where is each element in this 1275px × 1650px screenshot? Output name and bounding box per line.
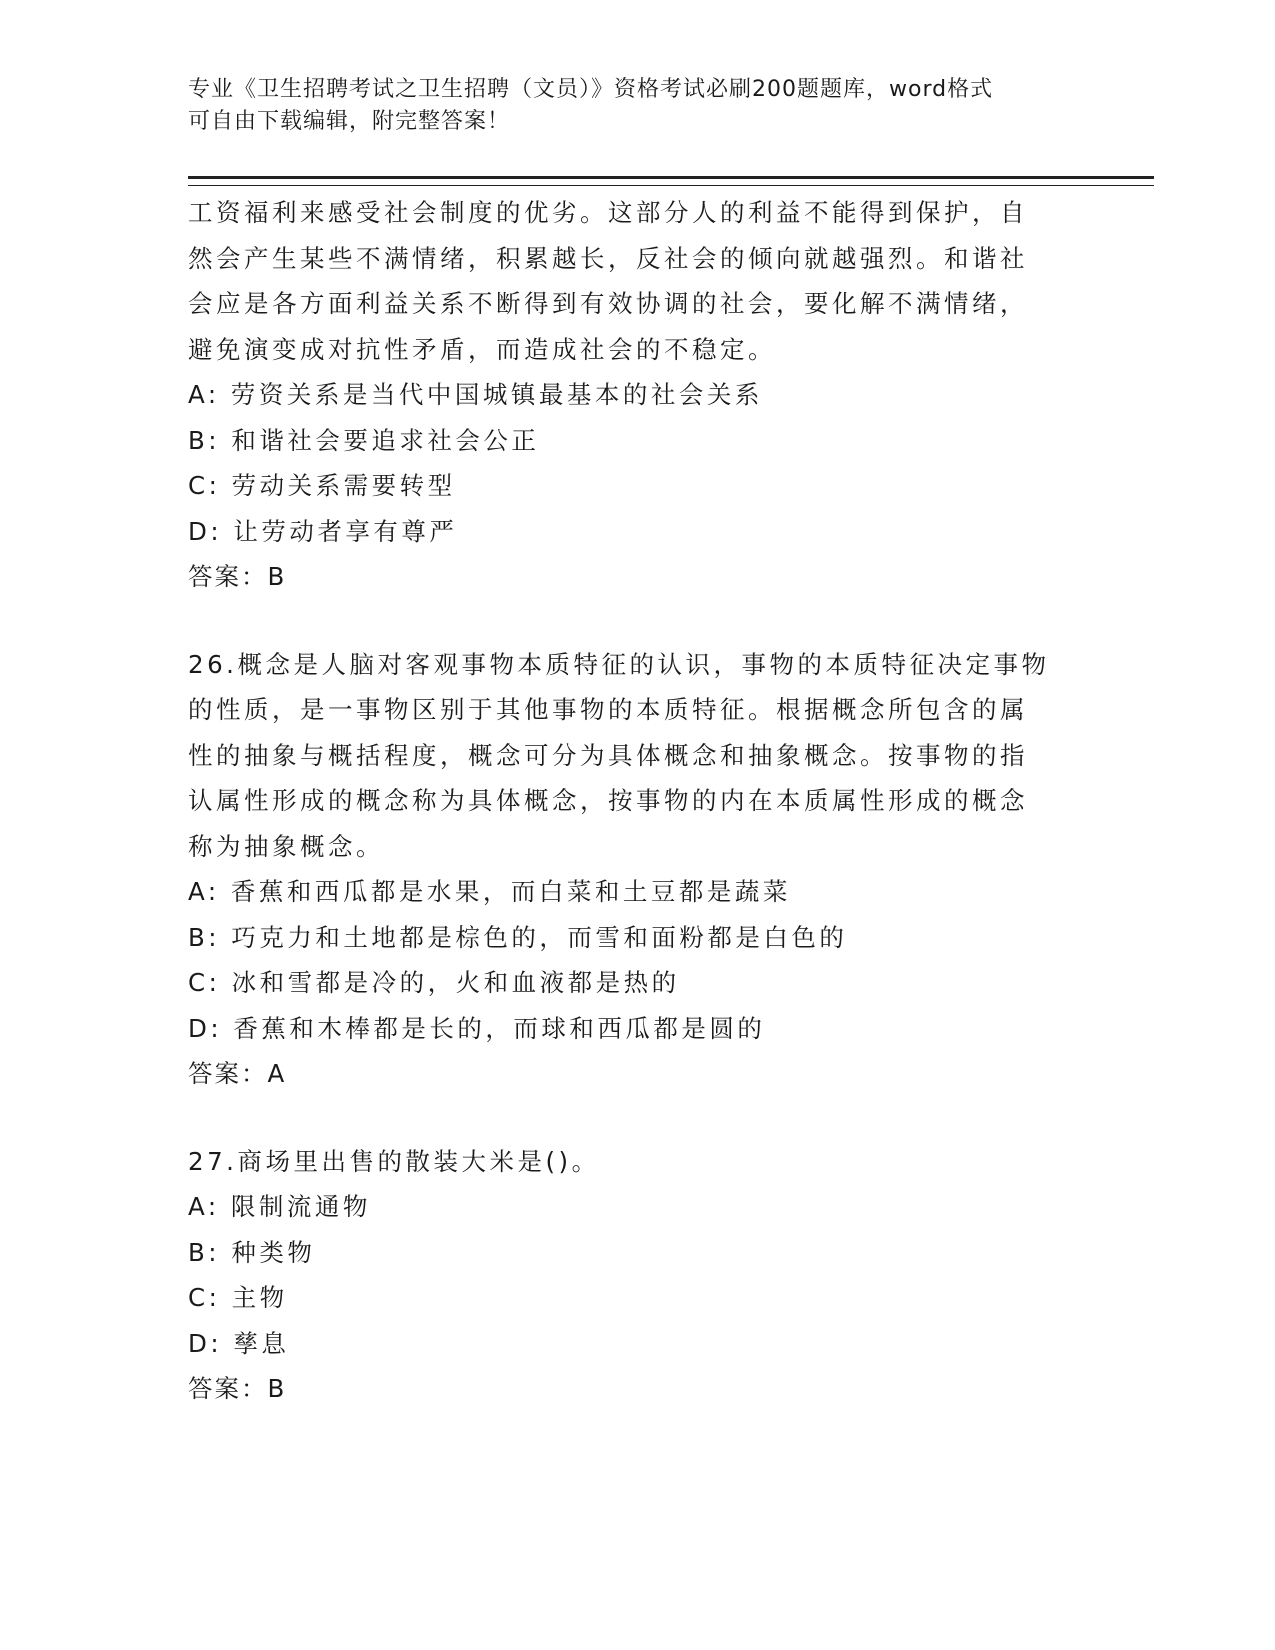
option-b: B: 种类物 <box>188 1237 316 1267</box>
option-d: D: 让劳动者享有尊严 <box>188 516 458 546</box>
question-text-line: 然会产生某些不满情绪，积累越长，反社会的倾向就越强烈。和谐社 <box>188 243 1028 273</box>
header-line-2: 可自由下载编辑，附完整答案！ <box>188 109 511 134</box>
answer-line: 答案：A <box>188 1059 287 1088</box>
question-text-line: 会应是各方面利益关系不断得到有效协调的社会，要化解不满情绪， <box>188 289 1028 318</box>
document-body <box>188 190 1088 1412</box>
question-text-line: 的性质，是一事物区别于其他事物的本质特征。根据概念所包含的属 <box>188 695 1028 724</box>
question-text-line: 27.商场里出售的散装大米是()。 <box>188 1146 600 1176</box>
page-header <box>188 74 1088 138</box>
question-text-line: 称为抽象概念。 <box>188 831 384 861</box>
question-text-line: 认属性形成的概念称为具体概念，按事物的内在本质属性形成的概念 <box>188 786 1028 815</box>
question-text-line: 26.概念是人脑对客观事物本质特征的认识，事物的本质特征决定事物 <box>188 649 1050 679</box>
header-line-1: 专业《卫生招聘考试之卫生招聘（文员）》资格考试必刷200题题库，word格式 <box>188 77 994 102</box>
answer-line: 答案：B <box>188 1374 287 1403</box>
answer-line: 答案：B <box>188 562 287 591</box>
question-text-line: 避免演变成对抗性矛盾，而造成社会的不稳定。 <box>188 334 776 364</box>
question-text-line: 性的抽象与概括程度，概念可分为具体概念和抽象概念。按事物的指 <box>188 740 1028 770</box>
option-c: C: 主物 <box>188 1283 288 1312</box>
question-26 <box>188 642 1088 1097</box>
question-text-line: 工资福利来感受社会制度的优劣。这部分人的利益不能得到保护，自 <box>188 198 1028 227</box>
option-c: C: 冰和雪都是冷的，火和血液都是热的 <box>188 968 680 997</box>
option-b: B: 巧克力和土地都是棕色的，而雪和面粉都是白色的 <box>188 922 848 952</box>
question-27 <box>188 1139 1088 1412</box>
option-a: A: 香蕉和西瓜都是水果，而白菜和土豆都是蔬菜 <box>188 877 791 906</box>
header-divider <box>188 176 1154 186</box>
option-a: A: 限制流通物 <box>188 1192 371 1221</box>
option-a: A: 劳资关系是当代中国城镇最基本的社会关系 <box>188 380 763 409</box>
option-c: C: 劳动关系需要转型 <box>188 471 456 500</box>
option-b: B: 和谐社会要追求社会公正 <box>188 425 540 455</box>
question-continued <box>188 190 1088 600</box>
option-d: D: 香蕉和木棒都是长的，而球和西瓜都是圆的 <box>188 1013 766 1043</box>
option-d: D: 孳息 <box>188 1328 290 1358</box>
